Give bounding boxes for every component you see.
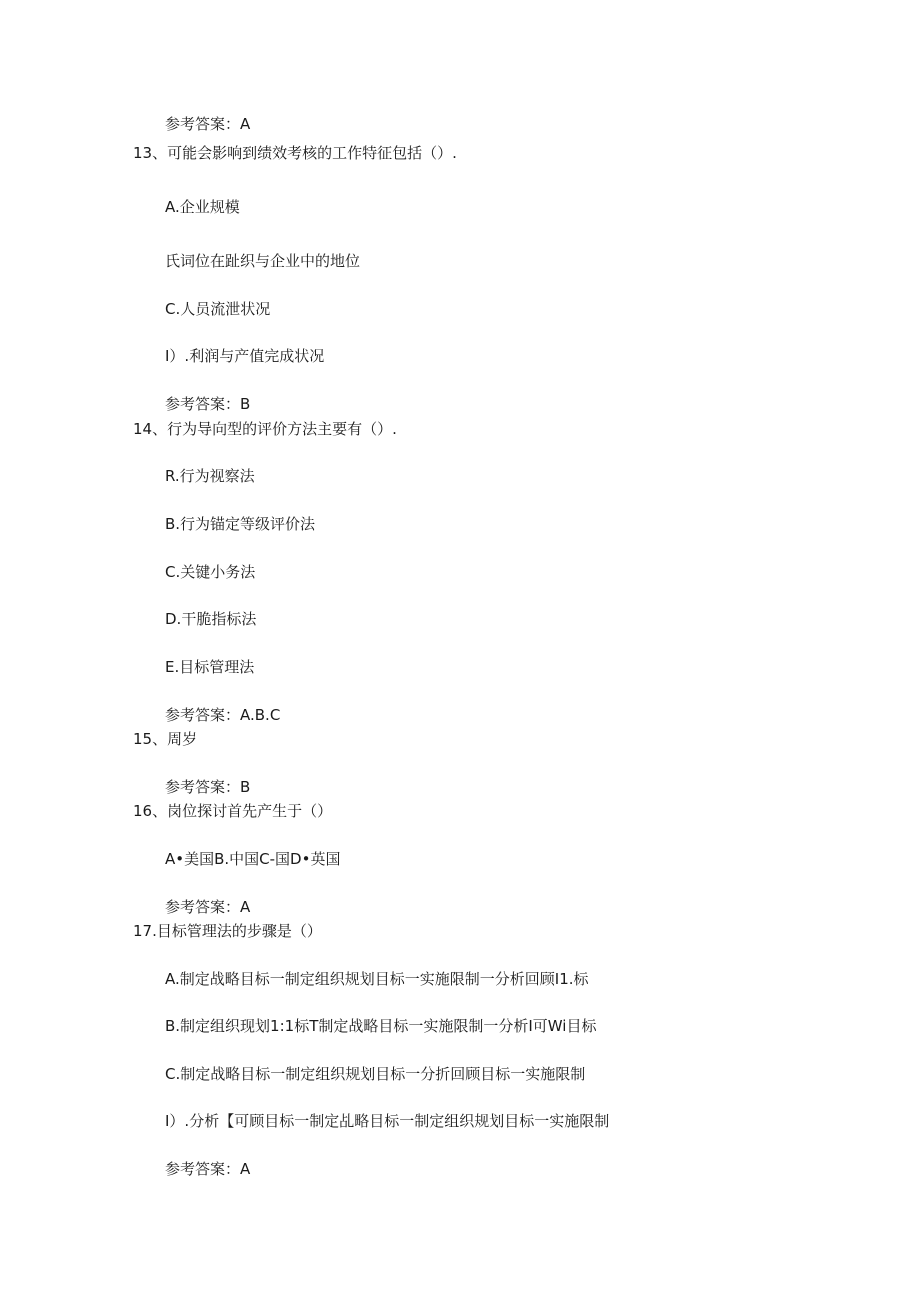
option-13-a: A.企业规模 [165,198,240,216]
answer-line-16: 参考答案：A [165,898,251,916]
option-14-d: D.干脆指标法 [165,610,257,628]
option-14-b: B.行为锚定等级评价法 [165,515,316,533]
answer-line-12: 参考答案：A [165,115,251,133]
question-16: 16、岗位探讨首先产生于（） [133,802,333,820]
option-17-c: C.制定战略目标一制定组织规划目标一分折回顾目标一实施限制 [165,1065,586,1083]
question-15: 15、周岁 [133,730,198,748]
question-14: 14、行为导向型的评价方法主要有（）. [133,420,397,438]
option-14-e: E.目标管理法 [165,658,255,676]
option-13-b: 氏词位在趾织与企业中的地位 [165,252,361,270]
option-17-d: I）.分析【可顾目标一制定乩略目标一制定组织规划目标一实施限制 [165,1112,610,1130]
option-17-b: B.制定组织现划1:1标T制定战略目标一实施限制一分析I可Wi目标 [165,1017,597,1035]
option-17-a: A.制定战略目标一制定组织规划目标一实施限制一分析回顾I1.标 [165,970,589,988]
answer-line-13: 参考答案：B [165,395,251,413]
option-13-c: C.人员流泄状况 [165,300,271,318]
question-17: 17.目标管理法的步骤是（） [133,922,322,940]
option-13-d: I）.利润与产值完成状况 [165,347,325,365]
answer-line-14: 参考答案：A.B.C [165,706,281,724]
option-14-a: R.行为视察法 [165,467,255,485]
answer-line-17: 参考答案：A [165,1160,251,1178]
question-13: 13、可能会影响到绩效考核的工作特征包括（）. [133,144,457,162]
answer-line-15: 参考答案：B [165,778,251,796]
option-16: A•美国B.中国C-国D•英国 [165,850,341,868]
option-14-c: C.关键小务法 [165,563,256,581]
